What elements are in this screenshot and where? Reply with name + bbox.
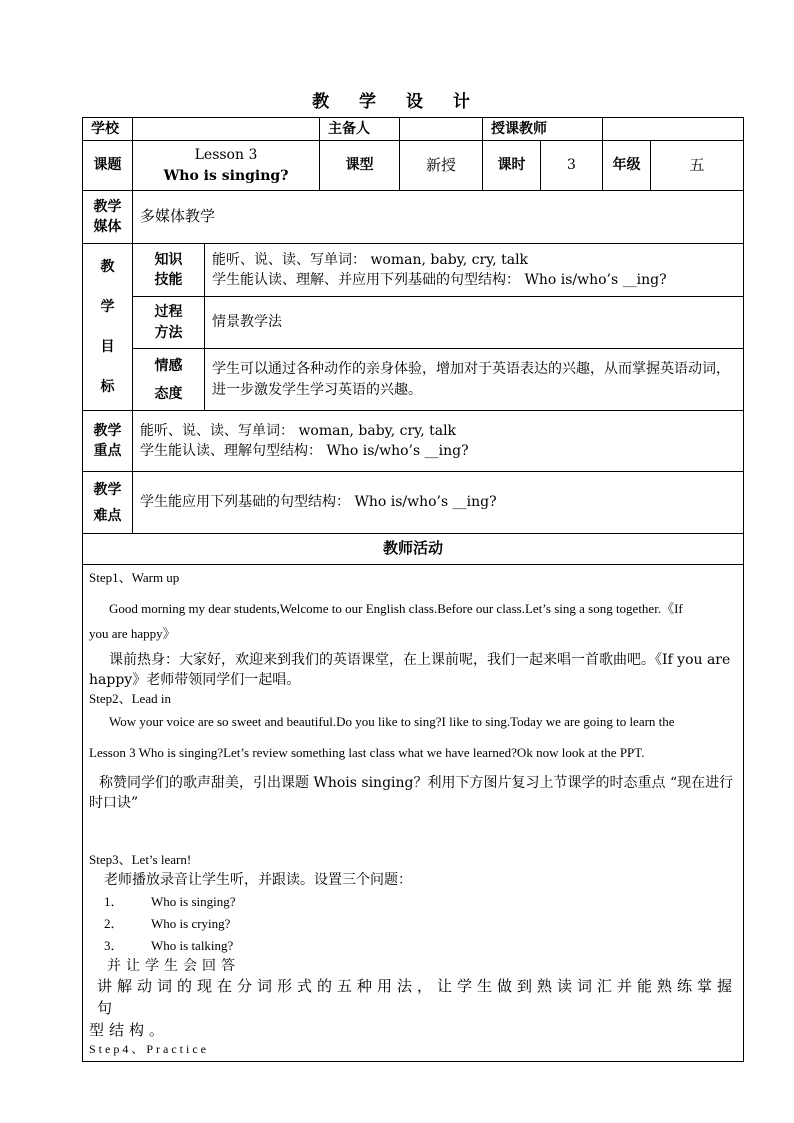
preparer-value[interactable]	[400, 118, 483, 141]
row-topic	[83, 141, 744, 191]
question-3-number: 3．	[104, 938, 124, 954]
media-label-line-2: 媒体	[93, 219, 122, 235]
type-label: 课型	[320, 141, 400, 191]
key-points-label	[83, 411, 133, 472]
objectives-char-4: 标	[100, 379, 115, 395]
step2-cn-line-2: 时口诀”	[89, 794, 139, 811]
row-process	[83, 297, 744, 349]
step2-en-line-2: Lesson 3 Who is singing?Let’s review something last class what we have learned?Ok now look at the PPT.	[89, 744, 645, 760]
step1-cn-line-2: happy》老师带领同学们一起唱。	[89, 671, 301, 688]
topic-label: 课题	[83, 141, 133, 191]
key-points-value	[133, 411, 744, 472]
grade-label: 年级	[603, 141, 651, 191]
school-label: 学校	[83, 118, 133, 141]
topic-value	[133, 141, 320, 191]
objectives-char-1: 教	[100, 259, 115, 275]
row-knowledge	[83, 244, 744, 297]
process-value: 情景教学法	[205, 297, 744, 349]
objectives-char-2: 学	[100, 299, 115, 315]
step1-en-line-2: you are happy》	[89, 625, 176, 641]
key-points-line-2: 学生能认读、理解句型结构： Who is/who’s __ing?	[140, 443, 469, 459]
emotion-label-line-2: 态度	[154, 385, 183, 402]
hours-label: 课时	[483, 141, 541, 191]
step3-title: Step3、Let’s learn!	[89, 852, 192, 868]
row-activity-body	[83, 565, 744, 1062]
step2-title: Step2、Lead in	[89, 691, 171, 707]
teacher-activity-heading: 教师活动	[83, 534, 744, 565]
teacher-label: 授课教师	[483, 118, 603, 141]
question-2-number: 2．	[104, 916, 124, 932]
knowledge-label	[133, 244, 205, 297]
difficulties-label	[83, 472, 133, 534]
step1-title: Step1、Warm up	[89, 570, 180, 585]
row-key-points	[83, 411, 744, 472]
objectives-char-3: 目	[100, 339, 115, 355]
lesson-plan-table	[82, 117, 744, 1062]
question-1	[89, 893, 737, 912]
knowledge-line-1: 能听、说、读、写单词： woman, baby, cry, talk	[212, 251, 529, 268]
objectives-label	[83, 244, 133, 411]
knowledge-label-line-2: 技能	[154, 272, 183, 288]
question-3	[89, 937, 737, 956]
knowledge-line-2: 学生能认读、理解、并应用下列基础的句型结构： Who is/who’s __ing?	[212, 272, 667, 288]
media-label	[83, 191, 133, 244]
row-media	[83, 191, 744, 244]
explain-line-2: 型结构。	[89, 1020, 170, 1039]
emotion-value	[205, 349, 744, 411]
question-1-number: 1．	[104, 894, 124, 910]
question-1-text: Who is singing?	[151, 894, 236, 910]
teacher-value[interactable]	[603, 118, 744, 141]
row-school	[83, 118, 744, 141]
type-value: 新授	[400, 141, 483, 191]
step4-title: Step4、Practice	[89, 1042, 209, 1057]
question-2	[89, 915, 737, 934]
emotion-label	[133, 349, 205, 411]
step1-en-line-1: Good morning my dear students,Welcome to our English class.Before our class.Let’s sing a song together.《If	[109, 600, 683, 616]
step1-cn-line-1: 课前热身：大家好，欢迎来到我们的英语课堂，在上课前呢，我们一起来唱一首歌曲吧。《If you are	[109, 651, 731, 668]
media-label-line-1: 教学	[93, 198, 122, 215]
document-title: 教 学 设 计	[312, 92, 482, 112]
topic-line-2: Who is singing?	[163, 167, 289, 184]
difficulties-value: 学生能应用下列基础的句型结构： Who is/who’s __ing?	[133, 472, 744, 534]
teacher-activity-body	[83, 565, 744, 1062]
question-3-text: Who is talking?	[151, 938, 234, 954]
difficulties-label-line-2: 难点	[93, 507, 122, 524]
key-points-label-line-2: 重点	[93, 443, 122, 459]
emotion-line-1: 学生可以通过各种动作的亲身体验，增加对于英语表达的兴趣，从而掌握英语动词，	[212, 361, 730, 378]
process-label-line-2: 方法	[154, 324, 183, 341]
hours-value: 3	[541, 141, 603, 191]
row-difficulties	[83, 472, 744, 534]
key-points-line-1: 能听、说、读、写单词： woman, baby, cry, talk	[140, 422, 457, 439]
key-points-label-line-1: 教学	[93, 422, 122, 439]
process-label-line-1: 过程	[154, 304, 183, 321]
knowledge-label-line-1: 知识	[154, 251, 183, 268]
media-value: 多媒体教学	[133, 191, 744, 244]
knowledge-value	[205, 244, 744, 297]
step3-cn: 老师播放录音让学生听，并跟读。设置三个问题：	[104, 872, 412, 889]
process-label	[133, 297, 205, 349]
topic-line-1: Lesson 3	[194, 147, 258, 164]
question-2-text: Who is crying?	[151, 916, 231, 932]
step2-en-line-1: Wow your voice are so sweet and beautiful.Do you like to sing?I like to sing.Today we are going to learn the	[109, 713, 675, 729]
row-emotion	[83, 349, 744, 411]
school-value[interactable]	[133, 118, 320, 141]
emotion-line-2: 进一步激发学生学习英语的兴趣。	[212, 381, 422, 398]
grade-value: 五	[651, 141, 744, 191]
answer-line: 并让学生会回答	[107, 957, 240, 974]
emotion-label-line-1: 情感	[154, 357, 183, 374]
row-activity-heading	[83, 534, 744, 565]
preparer-label: 主备人	[320, 118, 400, 141]
difficulties-label-line-1: 教学	[93, 481, 122, 498]
step2-cn-line-1: 称赞同学们的歌声甜美，引出课题 Whois singing？利用下方图片复习上节课学的时态重点 “现在进行	[99, 774, 734, 791]
explain-line-1: 讲解动词的现在分词形式的五种用法，让学生做到熟读词汇并能熟练掌握句	[97, 977, 738, 1017]
